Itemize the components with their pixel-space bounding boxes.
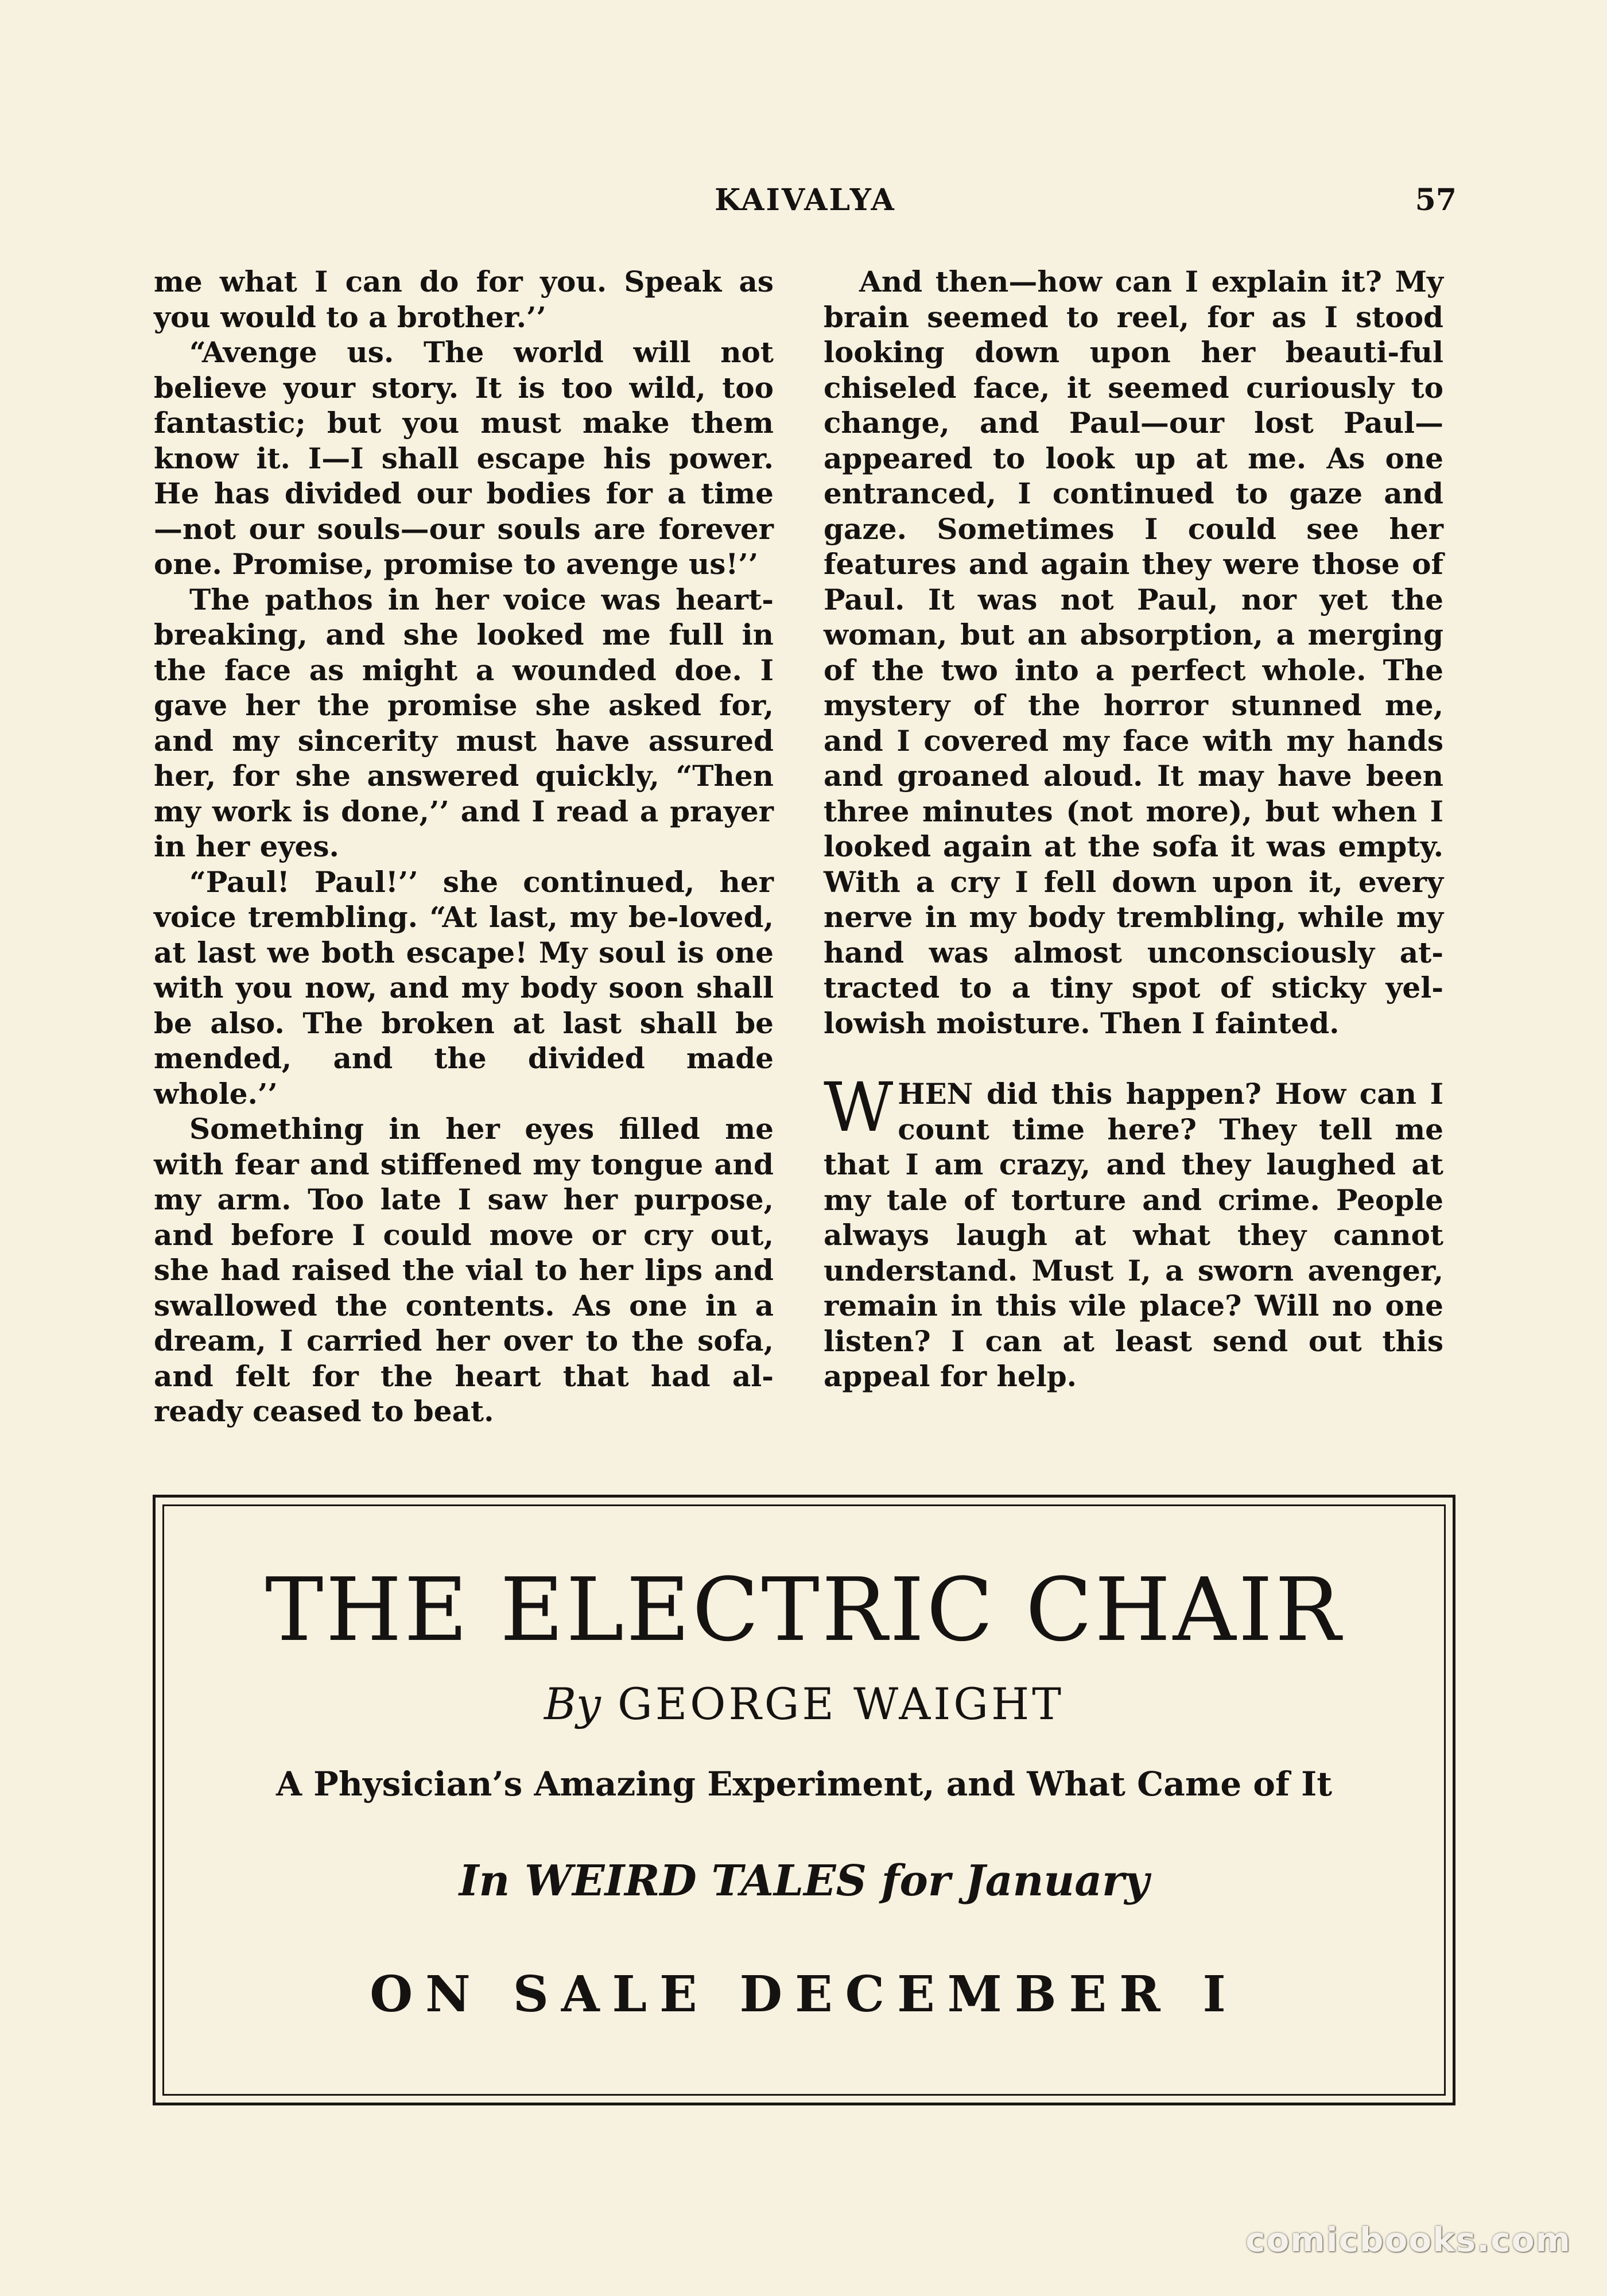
ad-title: THE ELECTRIC CHAIR: [265, 1559, 1343, 1661]
page-number: 57: [1415, 183, 1457, 218]
advertisement-box: [153, 1495, 1455, 2105]
paragraph: And then—how can I explain it? My brain seemed to reel, for as I stood looking down upon her beauti-ful chiseled face, it seemed curiously to change, and Paul—our lost Paul—appeared to look up at me. As one entranced, I continued to gaze and gaze. Sometimes I could see her features and again they were those of Paul. It was not Paul, nor yet the woman, but an absorption, a merging of the two into a perfect whole. The mystery of the horror stunned me, and I covered my face with my hands and groaned aloud. It may have been three minutes (not more), but when I looked again at the sofa it was empty. With a cry I fell down upon it, every nerve in my body trembling, while my hand was almost unconsciously at-tracted to a tiny spot of sticky yel-lowish moisture. Then I fainted.: [824, 265, 1443, 1040]
section-text: HEN did this happen? How can I count time here? They tell me that I am crazy, and they laughed at my tale of torture and crime. People always laugh at what they cannot understand. Must I, a sworn avenger, remain in this vile place? Will no one listen? I can at least send out this appeal for help.: [824, 1077, 1443, 1393]
paragraph: “Avenge us. The world will not believe your story. It is too wild, too fantastic; but you must make them know it. I—I shall escape his power. He has divided our bodies for a time —not our souls—our souls are forever one. Promise, promise to avenge us!’’: [154, 335, 774, 581]
running-title: KAIVALYA: [715, 183, 896, 218]
ad-issue-line: In WEIRD TALES for January: [459, 1856, 1150, 1906]
paragraph: Something in her eyes filled me with fear and stiffened my tongue and my arm. Too late I saw her purpose, and before I could move or cry out, she had raised the vial to her lips and swallowed the contents. As one in a dream, I carried her over to the sofa, and felt for the heart that had al-ready ceased to beat.: [154, 1112, 774, 1428]
section-paragraph: [824, 1068, 1443, 1394]
ad-author: GEORGE WAIGHT: [617, 1678, 1064, 1729]
watermark: comicbooks.com: [1245, 2220, 1571, 2259]
advertisement-inner-border: [162, 1504, 1446, 2096]
paragraph: me what I can do for you. Speak as you would to a brother.’’: [154, 265, 774, 334]
drop-cap: W: [824, 1068, 894, 1147]
left-text-column: [154, 264, 774, 1429]
paragraph: The pathos in her voice was heart-breaking, and she looked me full in the face as might a wounded doe. I gave her the promise she asked for, and my sincerity must have assured her, for she answered quickly, “Then my work is done,’’ and I read a prayer in her eyes.: [154, 582, 774, 863]
ad-by-prefix: By: [544, 1678, 601, 1729]
right-text-column: [824, 264, 1443, 1394]
ad-byline: [164, 1678, 1444, 1729]
running-head: [154, 183, 1457, 217]
ad-tagline: A Physician’s Amazing Experiment, and What Came of It: [275, 1764, 1333, 1804]
paragraph: “Paul! Paul!’’ she continued, her voice trembling. “At last, my be-loved, at last we both escape! My soul is one with you now, and my body soon shall be also. The broken at last shall be mended, and the divided made whole.’’: [154, 864, 774, 1111]
ad-on-sale: ON SALE DECEMBER I: [370, 1965, 1239, 2023]
